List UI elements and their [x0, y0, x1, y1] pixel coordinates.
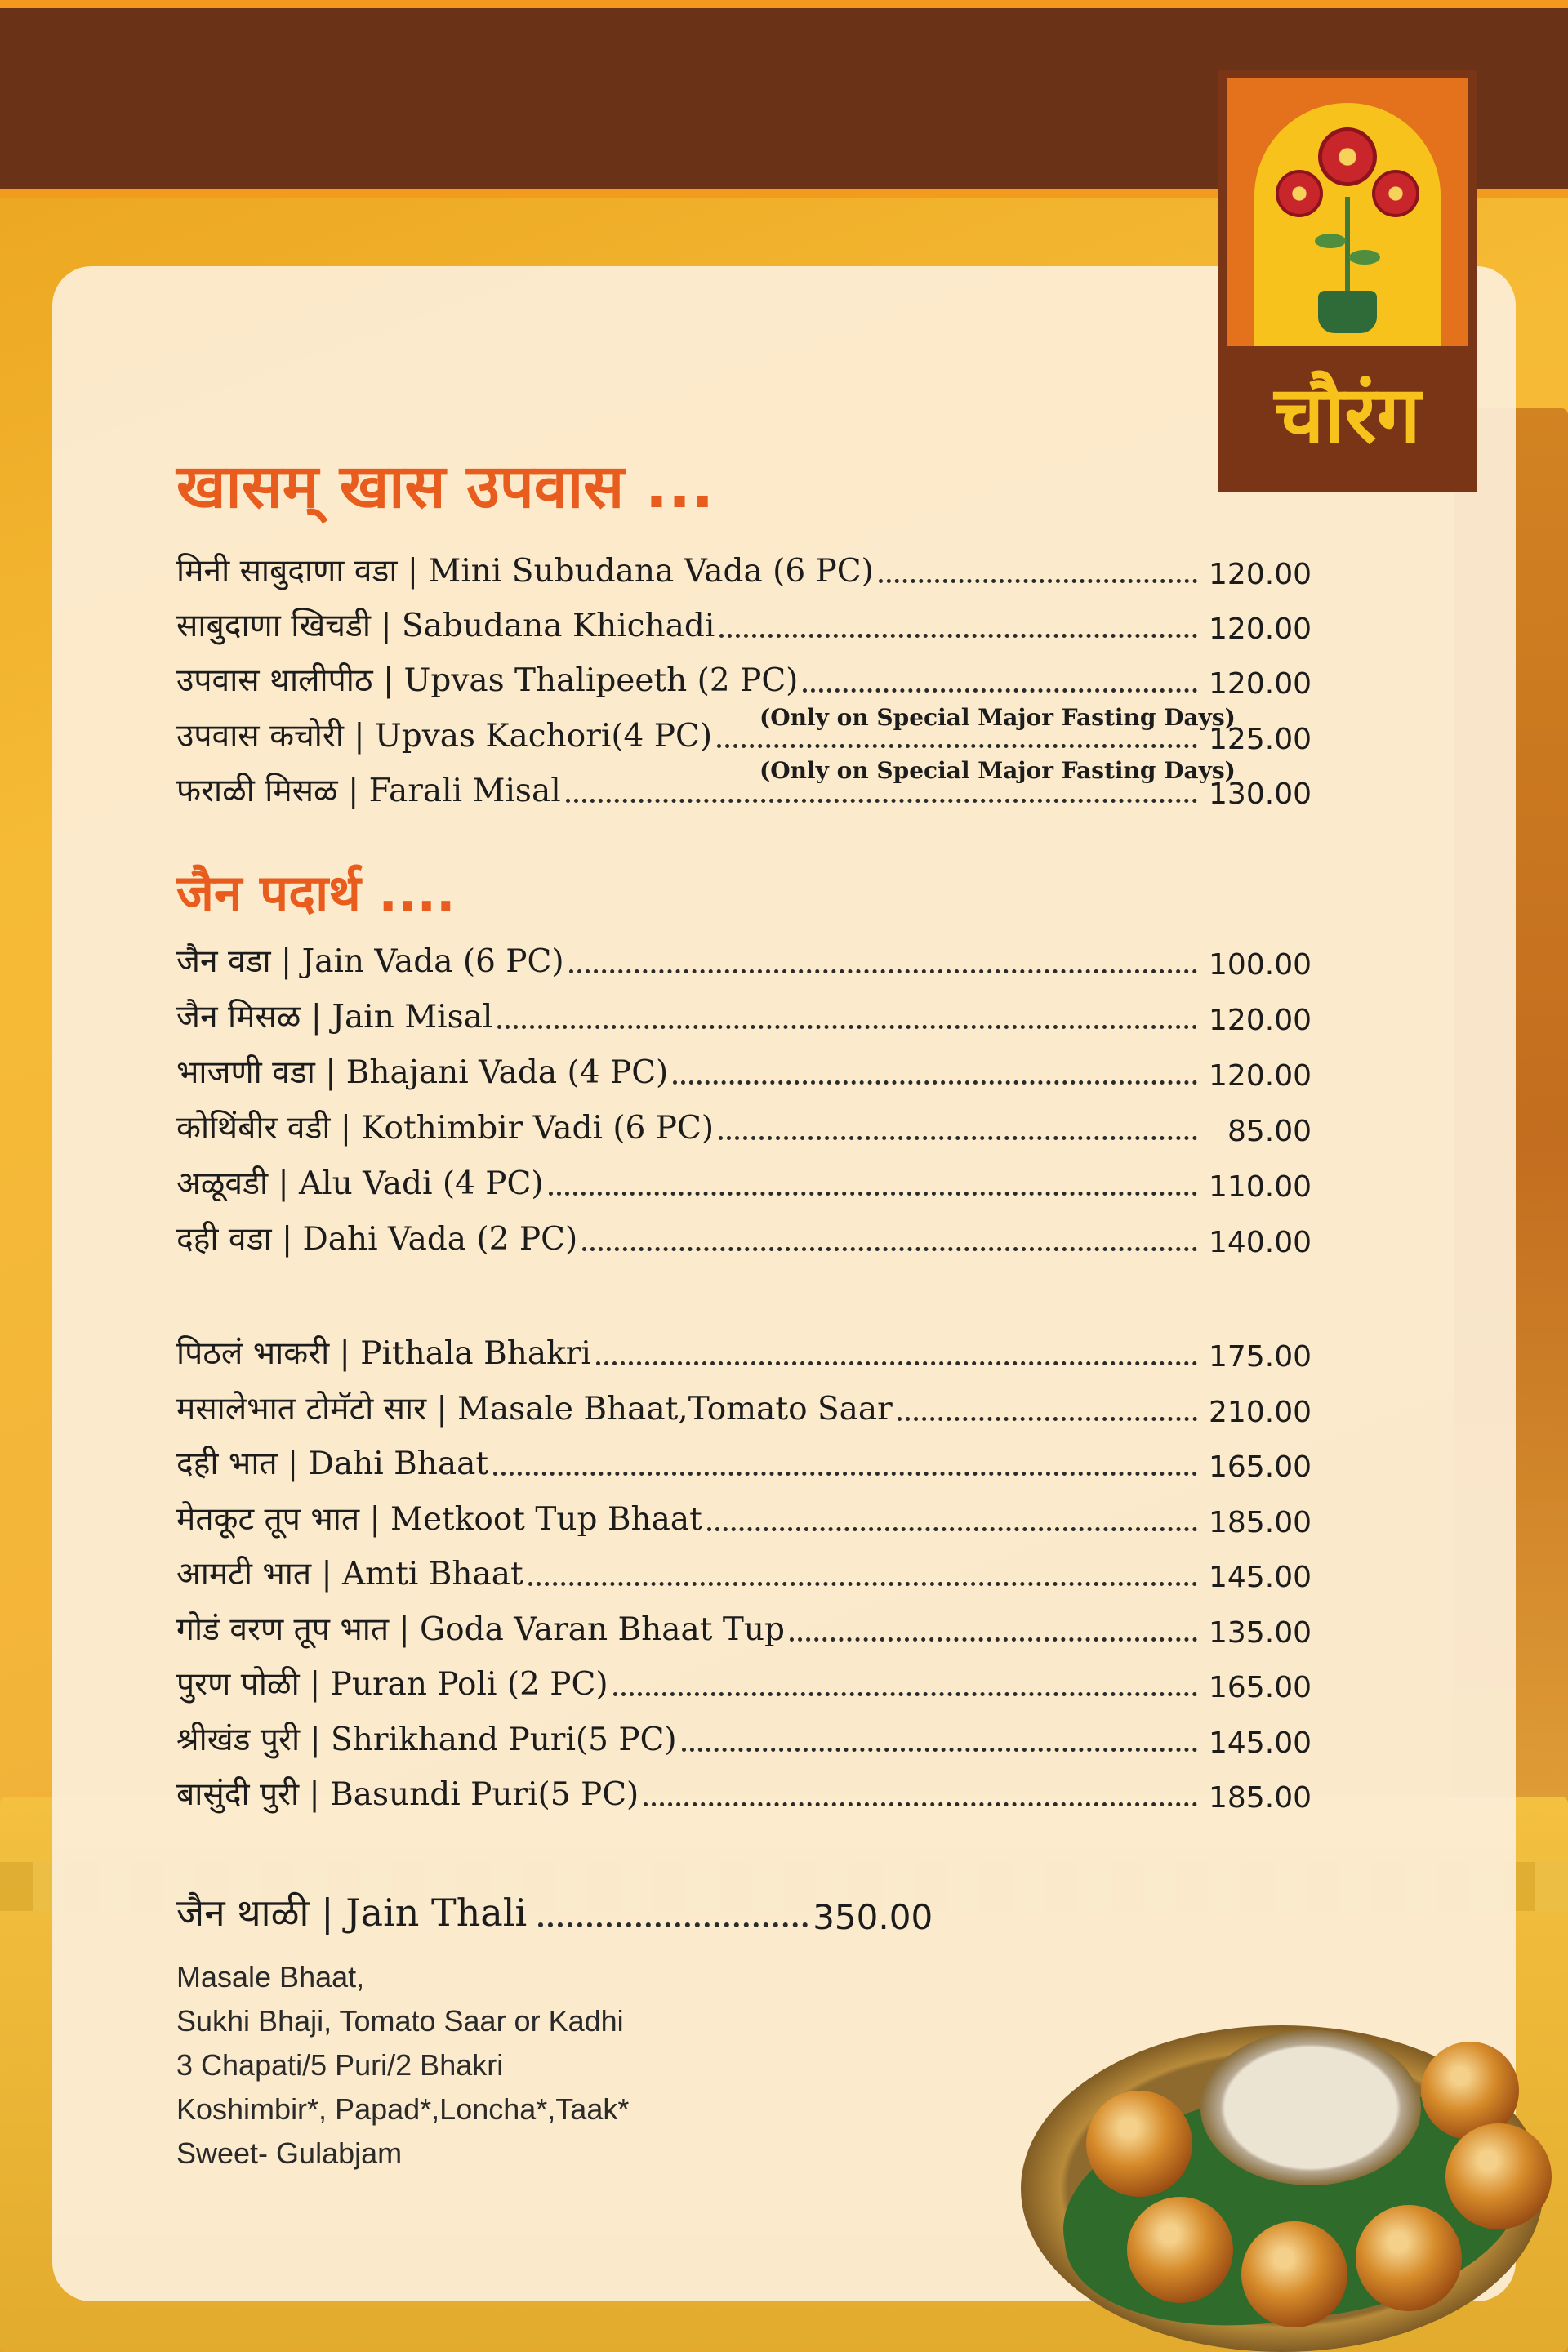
dot-leader: [879, 579, 1197, 583]
menu-item: [176, 1435, 1312, 1484]
thali-detail-line: Sweet- Gulabjam: [176, 2136, 403, 2170]
item-price: 120.00: [1209, 1004, 1312, 1037]
thali-price: 350.00: [813, 1897, 933, 1937]
thali-detail-line: Koshimbir*, Papad*,Loncha*,Taak*: [176, 2092, 630, 2126]
menu-item: [176, 1325, 1312, 1374]
dot-leader: [596, 1361, 1197, 1365]
dot-leader: [673, 1080, 1197, 1085]
item-name: उपवास कचोरी | Upvas Kachori(4 PC): [176, 718, 713, 755]
menu-item: [176, 597, 1312, 646]
menu-item: [176, 1490, 1312, 1539]
item-name: फराळी मिसळ | Farali Misal: [176, 773, 561, 809]
dot-leader: [898, 1417, 1197, 1421]
item-price: 120.00: [1209, 667, 1312, 701]
menu-item: [176, 1210, 1312, 1259]
dot-leader: [493, 1472, 1197, 1476]
dot-leader: [549, 1192, 1197, 1196]
flower-icon: [1372, 170, 1419, 217]
dot-leader: [719, 634, 1197, 638]
item-name: आमटी भात | Amti Bhaat: [176, 1556, 523, 1592]
menu-item: [176, 542, 1312, 591]
item-price: 185.00: [1209, 1506, 1312, 1539]
menu-item: [176, 652, 1312, 701]
item-name: मिनी साबुदाणा वडा | Mini Subudana Vada (6 PC): [176, 553, 874, 590]
item-price: 145.00: [1209, 1726, 1312, 1760]
dot-leader: [613, 1692, 1197, 1696]
menu-item: [176, 1380, 1312, 1429]
item-price: 120.00: [1209, 1059, 1312, 1093]
dot-leader: [566, 799, 1197, 803]
thali-detail-line: 3 Chapati/5 Puri/2 Bhakri: [176, 2048, 504, 2082]
item-price: 145.00: [1209, 1561, 1312, 1594]
item-price: 175.00: [1209, 1340, 1312, 1374]
dot-leader: [719, 1136, 1197, 1140]
menu-item: [176, 1099, 1312, 1148]
item-name: श्रीखंड पुरी | Shrikhand Puri(5 PC): [176, 1722, 677, 1758]
item-price: 165.00: [1209, 1450, 1312, 1484]
dot-leader: [644, 1802, 1197, 1806]
item-name: जैन मिसळ | Jain Misal: [176, 999, 493, 1036]
menu-item: [176, 1711, 1312, 1760]
item-price: 135.00: [1209, 1616, 1312, 1650]
sabudana-vada-image: [1127, 2197, 1233, 2303]
item-name: मेतकूट तूप भात | Metkoot Tup Bhaat: [176, 1501, 702, 1538]
section-heading-jain: जैन पदार्थ ....: [176, 863, 456, 923]
section-heading-upvas: खासम् खास उपवास ...: [176, 452, 715, 522]
menu-item: [176, 1044, 1312, 1093]
item-price: 120.00: [1209, 612, 1312, 646]
flower-icon: [1276, 170, 1323, 217]
fasting-days-note: (Only on Special Major Fasting Days): [760, 757, 1236, 784]
item-price: 85.00: [1227, 1115, 1312, 1148]
item-name: बासुंदी पुरी | Basundi Puri(5 PC): [176, 1776, 639, 1813]
item-name: कोथिंबीर वडी | Kothimbir Vadi (6 PC): [176, 1110, 715, 1147]
item-name: दही वडा | Dahi Vada (2 PC): [176, 1221, 578, 1258]
dot-leader: [528, 1582, 1197, 1586]
menu-item: [176, 1766, 1312, 1815]
thali-detail-line: Masale Bhaat,: [176, 1960, 365, 1993]
item-price: 185.00: [1209, 1781, 1312, 1815]
item-price: 210.00: [1209, 1396, 1312, 1429]
vase-icon: [1318, 291, 1377, 333]
item-name: भाजणी वडा | Bhajani Vada (4 PC): [176, 1054, 669, 1091]
flower-icon: [1318, 127, 1377, 186]
item-name: गोडं वरण तूप भात | Goda Varan Bhaat Tup: [176, 1611, 785, 1648]
sabudana-vada-image: [1446, 2123, 1552, 2230]
item-price: 120.00: [1209, 558, 1312, 591]
dot-leader: [682, 1748, 1197, 1752]
flower-stem: [1345, 197, 1350, 303]
dot-leader: [497, 1025, 1197, 1029]
menu-item: [176, 988, 1312, 1037]
item-price: 130.00: [1209, 777, 1312, 811]
dot-leader: [707, 1527, 1197, 1531]
item-price: 125.00: [1209, 723, 1312, 756]
item-name: अळूवडी | Alu Vadi (4 PC): [176, 1165, 544, 1202]
leaf-icon: [1315, 234, 1346, 248]
restaurant-logo: [1218, 70, 1477, 492]
dot-leader: [582, 1247, 1197, 1251]
thali-details: [176, 1955, 629, 2176]
thali-detail-line: Sukhi Bhaji, Tomato Saar or Kadhi: [176, 2004, 624, 2038]
sabudana-vada-image: [1086, 2091, 1192, 2197]
menu-item: [176, 1601, 1312, 1650]
item-name: साबुदाणा खिचडी | Sabudana Khichadi: [176, 608, 715, 644]
sabudana-vada-image: [1241, 2221, 1348, 2328]
item-price: 110.00: [1209, 1170, 1312, 1204]
dot-leader: [717, 744, 1197, 748]
chutney-bowl-image: [1200, 2030, 1421, 2185]
item-name: दही भात | Dahi Bhaat: [176, 1446, 489, 1482]
menu-item: [176, 1545, 1312, 1594]
item-name: पिठलं भाकरी | Pithala Bhakri: [176, 1335, 591, 1372]
sabudana-vada-image: [1356, 2205, 1462, 2311]
dot-leader: [803, 688, 1197, 693]
menu-item: [176, 1655, 1312, 1704]
logo-emblem: [1227, 78, 1468, 346]
logo-name: चौरंग: [1274, 369, 1421, 461]
fasting-days-note: (Only on Special Major Fasting Days): [760, 704, 1236, 731]
leaf-icon: [1349, 250, 1380, 265]
jain-thali-row: [176, 1885, 933, 1937]
item-name: उपवास थालीपीठ | Upvas Thalipeeth (2 PC): [176, 662, 799, 699]
item-price: 140.00: [1209, 1226, 1312, 1259]
dot-leader: [569, 969, 1197, 973]
item-name: पुरण पोळी | Puran Poli (2 PC): [176, 1666, 608, 1703]
item-price: 100.00: [1209, 948, 1312, 982]
item-price: 165.00: [1209, 1671, 1312, 1704]
menu-item: [176, 1155, 1312, 1204]
item-name: मसालेभात टोमॅटो सार | Masale Bhaat,Tomato Saar: [176, 1391, 893, 1428]
menu-item: [176, 933, 1312, 982]
thali-name: जैन थाळी | Jain Thali: [176, 1891, 528, 1935]
item-name: जैन वडा | Jain Vada (6 PC): [176, 943, 564, 980]
dot-leader: [790, 1637, 1197, 1642]
dot-leader: [538, 1922, 808, 1927]
